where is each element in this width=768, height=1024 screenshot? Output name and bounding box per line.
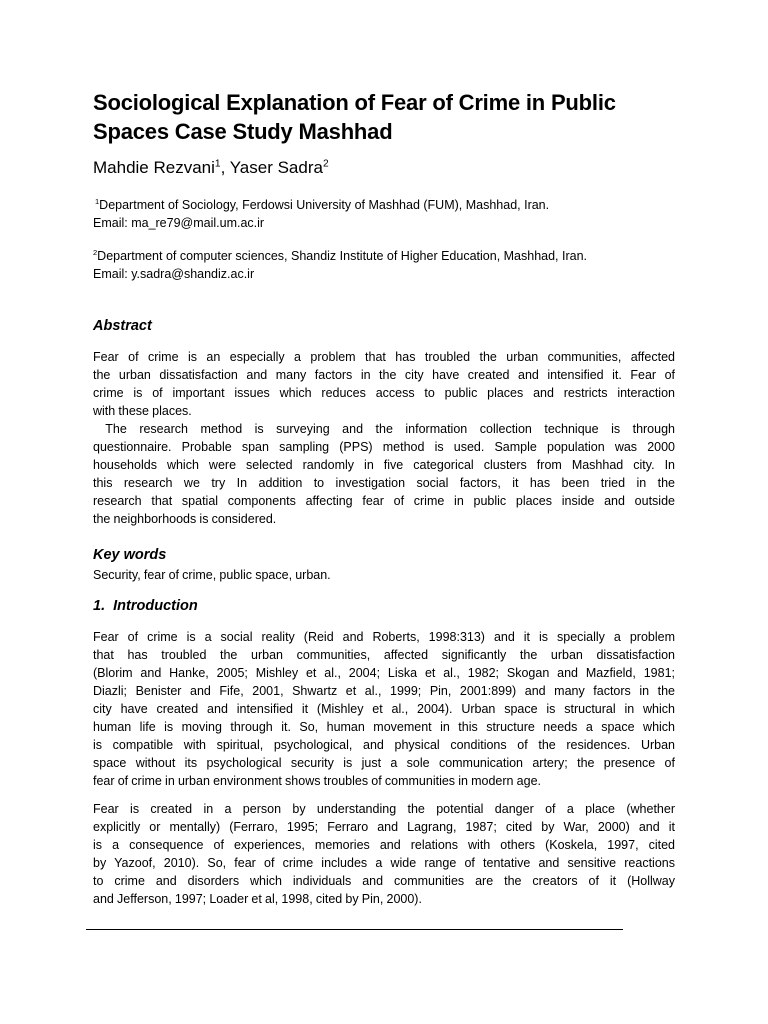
- keywords-text: Security, fear of crime, public space, urban.: [93, 568, 331, 582]
- text-line: this research we try In addition to investigation social factors, it has been tried in the: [93, 476, 675, 490]
- author-separator: ,: [220, 158, 230, 177]
- introduction-paragraph-2: [93, 800, 675, 908]
- text-line: crime is of important issues which reduces access to public places and restricts interaction: [93, 386, 675, 400]
- author-list: [93, 157, 329, 179]
- affiliation-2: [93, 247, 675, 283]
- text-line: human life is moving through it. So, human movement in this structure needs a space which: [93, 720, 675, 734]
- title-line-2: Spaces Case Study Mashhad: [93, 119, 393, 144]
- title-line-1: Sociological Explanation of Fear of Crime in Public: [93, 90, 616, 115]
- introduction-paragraph-1: [93, 628, 675, 790]
- keywords-heading: Key words: [93, 547, 167, 563]
- text-line: questionnaire. Probable span sampling (PPS) method is used. Sample population was 2000: [93, 440, 675, 454]
- abstract-paragraph-2: [93, 420, 675, 528]
- abstract-paragraph-1: [93, 348, 675, 420]
- affiliation-1: [93, 196, 675, 232]
- affiliation-text: $^1$Department of Sociology, Ferdowsi University of Mashhad (FUM), Mashhad, Iran.: [95, 196, 550, 212]
- text-line: research that spatial components affecting fear of crime in public places inside and outside: [93, 494, 675, 508]
- text-line: The research method is surveying and the information collection technique is through: [93, 422, 675, 436]
- text-line: Fear of crime is an especially a problem that has troubled the urban communities, affected: [93, 350, 675, 364]
- author-name: Mahdie Rezvani: [93, 158, 215, 177]
- text-line: with these places.: [93, 404, 192, 418]
- text-line: the neighborhoods is considered.: [93, 512, 277, 526]
- footnote-divider: [86, 929, 623, 930]
- text-line: the urban dissatisfaction and many factors in the city have created and intensified it. Fear of: [93, 368, 675, 382]
- introduction-heading: 1. Introduction: [93, 598, 198, 614]
- affiliation-email: Email: y.sadra@shandiz.ac.ir: [93, 267, 255, 281]
- text-line: to crime and disorders which individuals and communities are the creators of it (Hollway: [93, 874, 675, 888]
- text-line: by Yazoof, 2010). So, fear of crime includes a wide range of tentative and sensitive reactions: [93, 856, 675, 870]
- text-line: is a consequence of experiences, memories and relations with others (Koskela, 1997, cited: [93, 838, 675, 852]
- affiliation-marker: 2: [93, 247, 98, 257]
- abstract-heading: Abstract: [93, 318, 152, 334]
- author-affiliation-marker: 1: [214, 158, 221, 170]
- text-line: space without its psychological security is just a sole communication artery; the presence of: [93, 756, 675, 770]
- affiliation-marker: 1: [95, 196, 100, 206]
- text-line: Fear of crime is a social reality (Reid and Roberts, 1998:313) and it is specially a problem: [93, 630, 675, 644]
- text-line: is compatible with spiritual, psychological, and physical conditions of the residences. Urban: [93, 738, 675, 752]
- paper-title: [93, 88, 675, 146]
- text-line: city have created and intensified it (Mishley et al., 2004). Urban space is structural in which: [93, 702, 675, 716]
- text-line: Diazli; Benister and Fife, 2001, Shwartz et al., 1999; Pin, 2001:899) and many factors in the: [93, 684, 675, 698]
- author-affiliation-marker: 2: [322, 158, 329, 170]
- affiliation-email: Email: ma_re79@mail.um.ac.ir: [93, 216, 265, 230]
- author-name: Yaser Sadra: [229, 158, 323, 177]
- text-line: explicitly or mentally) (Ferraro, 1995; Ferraro and Lagrang, 1987; cited by War, 2000) and it: [93, 820, 675, 834]
- text-line: fear of crime in urban environment shows troubles of communities in modern age.: [93, 774, 542, 788]
- affiliation-text: $^2$Department of computer sciences, Shandiz Institute of Higher Education, Mashhad, Iran.: [93, 247, 588, 263]
- text-line: (Blorim and Hanke, 2005; Mishley et al., 2004; Liska et al., 1982; Skogan and Mazfield, 1981;: [93, 666, 675, 680]
- text-line: and Jefferson, 1997; Loader et al, 1998, cited by Pin, 2000).: [93, 892, 422, 906]
- text-line: that has troubled the urban communities, affected significantly the urban dissatisfaction: [93, 648, 675, 662]
- text-line: Fear is created in a person by understanding the potential danger of a place (whether: [93, 802, 675, 816]
- text-line: households which were selected randomly in five categorical clusters from Mashhad city. In: [93, 458, 675, 472]
